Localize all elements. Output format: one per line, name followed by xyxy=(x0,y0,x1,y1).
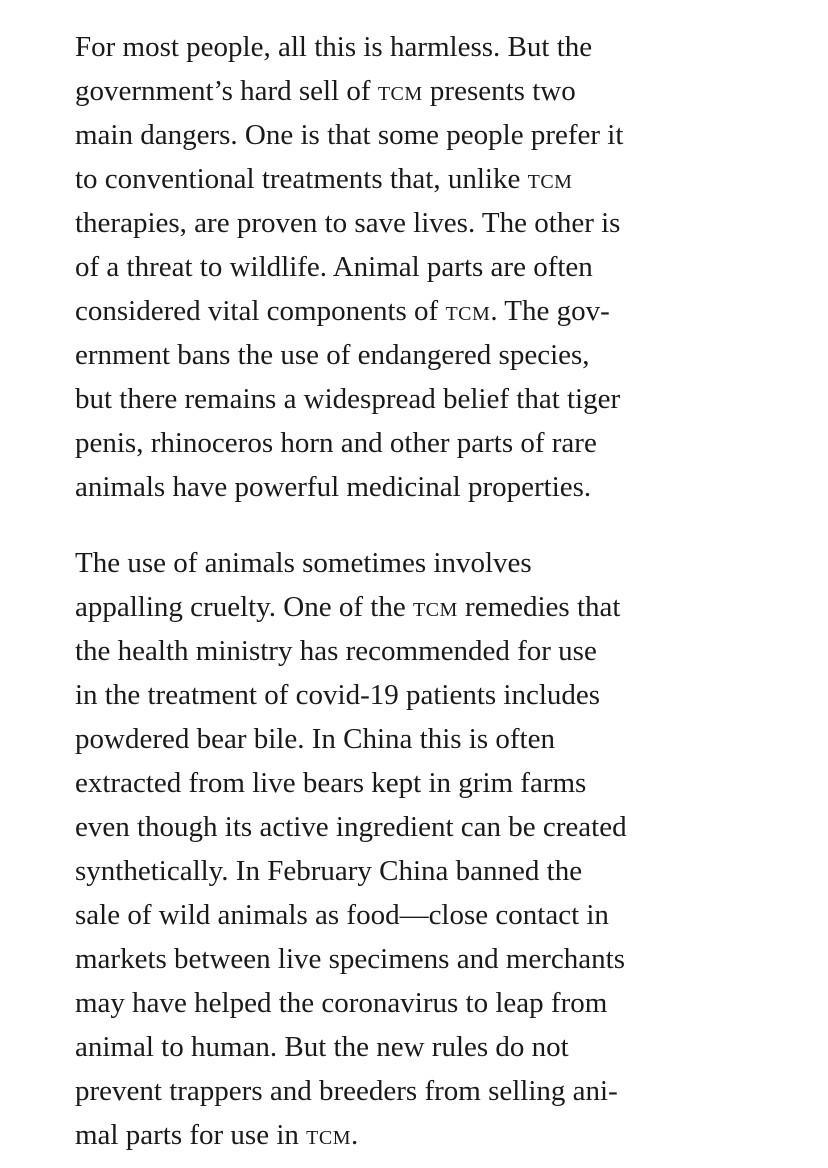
text-segment: presents two xyxy=(422,75,576,107)
acronym-small-caps: tcm xyxy=(377,75,423,107)
text-line xyxy=(75,937,627,981)
acronym-small-caps: tcm xyxy=(412,591,458,623)
text-segment: in the treatment of covid-19 patients includes xyxy=(75,679,601,711)
text-line xyxy=(75,1069,627,1113)
text-segment: animal to human. But the new rules do not xyxy=(75,1031,569,1063)
text-line xyxy=(75,157,623,201)
text-line xyxy=(75,629,627,673)
text-segment: For most people, all this is harmless. But the xyxy=(75,31,593,63)
text-segment: sale of wild animals as food—close contact in xyxy=(75,899,609,931)
text-line xyxy=(75,585,627,629)
text-segment: markets between live specimens and merchants xyxy=(75,943,625,975)
text-line xyxy=(75,761,627,805)
text-line xyxy=(75,421,623,465)
text-segment: main dangers. One is that some people prefer it xyxy=(75,119,624,151)
text-line xyxy=(75,25,623,69)
text-segment: may have helped the coronavirus to leap from xyxy=(75,987,608,1019)
text-line xyxy=(75,981,627,1025)
text-segment: the health ministry has recommended for use xyxy=(75,635,597,667)
text-segment: even though its active ingredient can be created xyxy=(75,811,627,843)
text-line xyxy=(75,333,623,377)
text-segment: remedies that xyxy=(457,591,621,623)
article-paragraph xyxy=(75,541,627,1157)
text-line xyxy=(75,465,623,509)
text-line xyxy=(75,1025,627,1069)
acronym-small-caps: tcm xyxy=(527,163,573,195)
text-segment: penis, rhinoceros horn and other parts of rare xyxy=(75,427,597,459)
acronym-small-caps: tcm xyxy=(445,295,491,327)
article-paragraph xyxy=(75,25,623,509)
text-segment: . The gov- xyxy=(490,295,610,327)
text-line xyxy=(75,201,623,245)
text-segment: The use of animals sometimes involves xyxy=(75,547,532,579)
text-segment: animals have powerful medicinal properties. xyxy=(75,471,592,503)
text-segment: synthetically. In February China banned the xyxy=(75,855,583,887)
text-line xyxy=(75,113,623,157)
text-line xyxy=(75,893,627,937)
text-segment: but there remains a widespread belief that tiger xyxy=(75,383,621,415)
text-segment: prevent trappers and breeders from selling ani- xyxy=(75,1075,618,1107)
acronym-small-caps: tcm xyxy=(306,1119,351,1151)
text-line xyxy=(75,245,623,289)
text-segment: to conventional treatments that, unlike xyxy=(75,163,528,195)
text-segment: ernment bans the use of endangered species, xyxy=(75,339,590,371)
text-segment: extracted from live bears kept in grim farms xyxy=(75,767,587,799)
text-line xyxy=(75,849,627,893)
text-line xyxy=(75,1113,627,1157)
text-line xyxy=(75,289,623,333)
text-segment: . xyxy=(350,1119,359,1151)
text-segment: considered vital components of xyxy=(75,295,446,327)
text-segment: government’s hard sell of xyxy=(75,75,378,107)
text-line xyxy=(75,717,627,761)
text-segment: powdered bear bile. In China this is often xyxy=(75,723,555,755)
text-line xyxy=(75,673,627,717)
text-line xyxy=(75,541,627,585)
text-line xyxy=(75,805,627,849)
text-segment: appalling cruelty. One of the xyxy=(75,591,413,623)
text-segment: mal parts for use in xyxy=(75,1119,307,1151)
text-line xyxy=(75,377,623,421)
text-line xyxy=(75,69,623,113)
text-segment: of a threat to wildlife. Animal parts are often xyxy=(75,251,593,283)
text-segment: therapies, are proven to save lives. The other is xyxy=(75,207,621,239)
